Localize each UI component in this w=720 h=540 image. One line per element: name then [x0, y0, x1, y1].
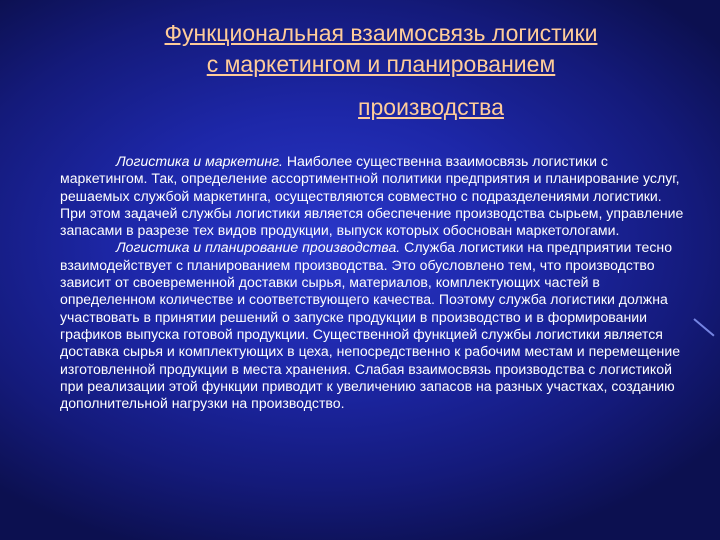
paragraph-heading: Логистика и планирование производства. [116, 239, 401, 256]
paragraph-heading: Логистика и маркетинг. [116, 153, 283, 169]
title-line-2: с маркетингом и планированием [206, 51, 556, 77]
paragraph-production-planning [60, 239, 688, 412]
title-line-3: производства [358, 94, 504, 120]
paragraph-text: Наиболее существенна взаимосвязь логистики с маркетингом. Так, определение ассортиментной политики предприятия и планирование услуг, решаемых службой маркетинга, осуществляются совместно с подразделениями логистики. При этом задачей службы логистики является обеспечение производства сырьем, управление запасами в разрезе тех видов продукции, выпуск которых обоснован маркетологами. [60, 153, 684, 239]
title-line-1: Функциональная взаимосвязь логистики [164, 20, 598, 46]
paragraph-marketing [60, 153, 688, 239]
slide-body [60, 153, 688, 412]
paragraph-text: Служба логистики на предприятии тесно взаимодействует с планированием производства. Это обусловлено тем, что производство зависит от своевременной доставки сырья, материалов, комплектующих частей в определенном количестве и соответствующего качества. Поэтому служба логистики должна участвовать в принятии решений о запуске продукции в производство и в формировании графиков выпуска готовой продукции. Существенной функцией службы логистики является доставка сырья и комплектующих в цеха, непосредственно к рабочим местам и перемещение изготовленной продукции в места хранения. Слабая взаимосвязь производства с логистикой при реализации этой функции приводит к увеличению запасов на разных участках, созданию дополнительной нагрузки на производство. [60, 239, 681, 412]
decorative-line [693, 318, 714, 336]
slide-title [96, 18, 666, 123]
